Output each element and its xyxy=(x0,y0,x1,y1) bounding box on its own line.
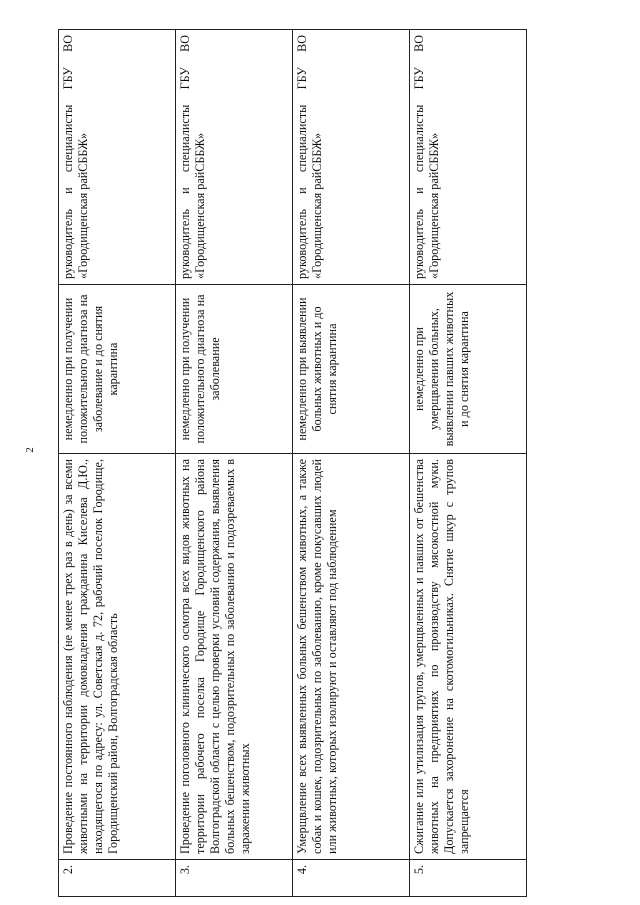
table-row xyxy=(59,30,176,897)
responsible-text: руководитель и специалисты ГБУ ВО «Городищенская райСББЖ» xyxy=(293,30,410,285)
row-number: 4. xyxy=(293,860,410,897)
responsible-text: руководитель и специалисты ГБУ ВО «Городищенская райСББЖ» xyxy=(176,30,293,285)
table-row xyxy=(293,30,410,897)
row-number: 3. xyxy=(176,860,293,897)
term-text: немедленно при получении положительного диагноза на заболевание и до снятия карантина xyxy=(59,285,176,454)
term-text: немедленно при выявлении больных животных и до снятия карантина xyxy=(293,285,410,454)
measure-text: Проведение постоянного наблюдения (не менее трех раз в день) за всеми животными на территории домовладения гражданина Киселева Д.Ю., находящегося по адресу: ул. Советская д. 72, рабочий поселок Городище, Городищенский район, Волгоградская область xyxy=(59,454,176,860)
measure-text: Проведение поголовного клинического осмотра всех видов животных на территории рабочего поселка Городище Городищенского района Волгоградской области с целью проверки условий содержания, выявления больных бешенством, подозрительных по заболеванию и подозреваемых в заражении животных xyxy=(176,454,293,860)
term-text: немедленно при умерщвлении больных, выявлении павших животных и до снятия карантина xyxy=(410,285,527,454)
measure-text: Умерщвление всех выявленных больных бешенством животных, а также собак и кошек, подозрительных по заболеванию, кроме покусавших людей или животных, которых изолируют и оставляют под наблюдением xyxy=(293,454,410,860)
table-row xyxy=(410,30,527,897)
measure-text: Сжигание или утилизация трупов, умерщвленных и павших от бешенства животных на предприятиях по производству мясокостной муки. Допускается захоронение на скотомогильниках. Снятие шкур с трупов запрещается xyxy=(410,454,527,860)
responsible-text: руководитель и специалисты ГБУ ВО «Городищенская райСББЖ» xyxy=(59,30,176,285)
table-row xyxy=(176,30,293,897)
responsible-text: руководитель и специалисты ГБУ ВО «Городищенская райСББЖ» xyxy=(410,30,527,285)
term-text: немедленно при получении положительного диагноза на заболевание xyxy=(176,285,293,454)
measures-table xyxy=(58,29,527,897)
row-number: 5. xyxy=(410,860,527,897)
page-number: 2 xyxy=(24,447,36,453)
row-number: 2. xyxy=(59,860,176,897)
